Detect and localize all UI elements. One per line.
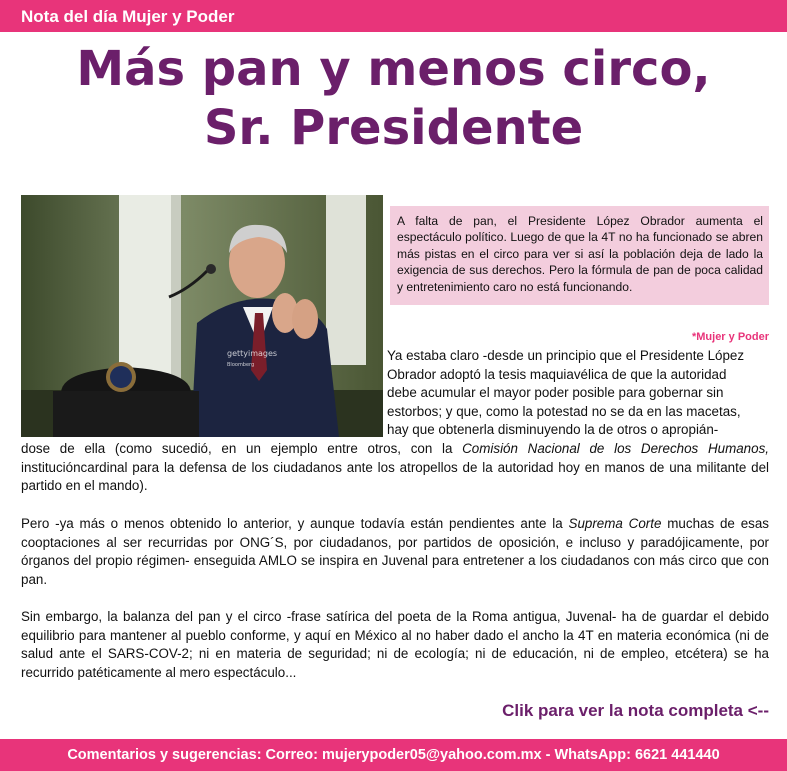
byline: *Mujer y Poder xyxy=(691,331,769,343)
photo-watermark: gettyimages xyxy=(227,349,278,358)
summary-box xyxy=(390,206,769,305)
paragraph-1-line: estorbos; y que, como la potestad no se da en las macetas, xyxy=(387,403,741,419)
paragraph-1-line: Ya estaba claro -desde un principio que el Presidente López xyxy=(387,348,745,363)
paragraph-1-line: hay que obtenerla disminuyendo la de otros o apropián- xyxy=(387,422,719,438)
contact-text: Comentarios y sugerencias: Correo: mujerypoder05@yahoo.com.mx - WhatsApp: 6621 441440 xyxy=(67,747,720,763)
paragraph-1-continuation xyxy=(21,440,769,496)
paragraph-1-emphasis: Comisión Nacional de los Derechos Humanos, xyxy=(462,441,769,456)
paragraph-2 xyxy=(21,515,769,589)
headline-line-1: Más pan y menos circo, xyxy=(76,41,711,97)
paragraph-2-text-end: muchas de esas cooptaciones al ser recurridas por ONG´S, por ciudadanos, por partidos de oposición, e incluso y paradójicamente, por órganos del propio régimen- enseguida AMLO se inspira en Juvenal para entretener a los ciudadanos con más circo que con pan. xyxy=(21,516,769,587)
summary-text: A falta de pan, el Presidente López Obrador aumenta el espectáculo político. Luego de que la 4T no ha funcionado se abren más pistas en el circo para ver si así la población deja de lado la exigencia de sus derechos. Pero la fórmula de pan de poca calidad y entretenimiento caro no está funcionando. xyxy=(397,214,763,294)
paragraph-1-text-end: institucióncardinal para la defensa de los ciudadanos ante los atropellos de la autoridad hoy en manos de una militante del partido en el mando). xyxy=(21,459,769,494)
section-label: Nota del día Mujer y Poder xyxy=(21,7,235,26)
photo-illustration xyxy=(21,195,383,437)
paragraph-2-emphasis: Suprema Corte xyxy=(568,516,662,531)
read-full-note-link[interactable]: Clik para ver la nota completa <-- xyxy=(502,701,769,720)
paragraph-2-text: Pero -ya más o menos obtenido lo anterior, y aunque todavía están pendientes ante la xyxy=(21,516,569,531)
paragraph-1-line: Obrador adoptó la tesis maquiavélica de que la autoridad xyxy=(387,366,727,382)
paragraph-1-text: dose de ella (como sucedió, en un ejemplo entre otros, con la xyxy=(21,441,463,456)
photo-credit: Bloomberg xyxy=(227,362,255,368)
paragraph-1-wrapped xyxy=(387,347,769,440)
paragraph-3 xyxy=(21,608,769,682)
contact-footer-bar xyxy=(0,739,787,771)
article-photo xyxy=(21,195,383,437)
headline-line-2: Sr. Presidente xyxy=(203,100,584,156)
headline xyxy=(0,40,787,158)
section-header-bar xyxy=(0,0,787,32)
paragraph-1-line: debe acumular el mayor poder posible para gobernar sin xyxy=(387,385,724,401)
paragraph-3-text: Sin embargo, la balanza del pan y el circo -frase satírica del poeta de la Roma antigua, Juvenal- ha de guardar el debido equilibrio para mantener al pueblo conforme, y aquí en México al no haber dado el ancho la 4T en materia económica (ni de salud ante el SARS-COV-2; ni en materia de seguridad; ni de ecología; ni de educación, ni de empleo, etcétera) se ha recurrido patéticamente al mero espectáculo... xyxy=(21,609,769,680)
